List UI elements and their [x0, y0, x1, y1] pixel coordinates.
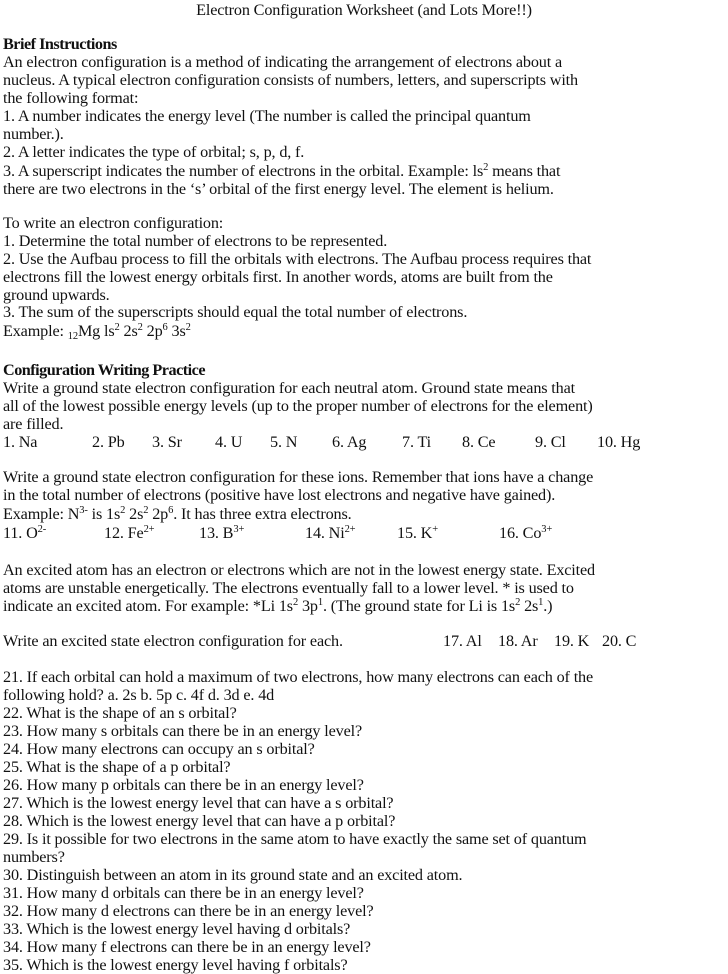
brief-instructions-heading: Brief Instructions	[3, 35, 117, 53]
ion-charge: 2+	[143, 524, 155, 535]
example-text: 2s	[125, 505, 144, 523]
superscript: 2	[143, 505, 149, 516]
ion-charge: 3+	[541, 524, 553, 535]
howto-step-2: 2. Use the Aufbau process to fill the orbitals with electrons. The Aufbau process requires that	[3, 250, 592, 268]
howto-step-3: 3. The sum of the superscripts should equal the total number of electrons.	[3, 303, 468, 321]
element-symbol: Mg	[77, 322, 105, 340]
atom-item: 2. Pb	[92, 433, 125, 451]
question-line: 23. How many s orbitals can there be in an energy level?	[3, 722, 362, 740]
ions-list	[3, 524, 725, 542]
atom-item: 1. Na	[3, 433, 38, 451]
rule-3-text: means that	[488, 162, 561, 180]
excited-item: 20. C	[602, 632, 637, 650]
howto-step-2: ground upwards.	[3, 286, 110, 304]
example-text: . It has three extra electrons.	[173, 505, 352, 523]
excited-prompt: Write an excited state electron configuration for each.	[3, 632, 343, 650]
question-line: 21. If each orbital can hold a maximum of two electrons, how many electrons can each of the	[3, 668, 594, 686]
example-text: . (The ground state for Li is 1s	[322, 597, 516, 615]
atom-item: 9. Cl	[535, 433, 566, 451]
config-term: ls	[104, 322, 115, 340]
n3-example-line	[3, 505, 352, 523]
superscript: 1	[317, 597, 323, 608]
superscript: 2	[515, 597, 521, 608]
ion-item	[3, 524, 46, 542]
ion-label: 16. Co	[499, 524, 542, 542]
question-line: 35. Which is the lowest energy level having f orbitals?	[3, 956, 348, 974]
superscript: 6	[162, 322, 168, 333]
superscript: 2	[120, 505, 126, 516]
example-text: 3p	[298, 597, 318, 615]
practice-heading: Configuration Writing Practice	[3, 361, 206, 379]
excited-paragraph-line: An excited atom has an electron or electrons which are not in the lowest energy state. Excited	[3, 561, 595, 579]
example-text: .)	[543, 597, 553, 615]
li-example-line	[3, 597, 552, 615]
superscript: 2	[483, 162, 489, 173]
page-title: Electron Configuration Worksheet (and Lots More!!)	[196, 1, 532, 19]
superscript: 6	[168, 505, 174, 516]
ions-paragraph-line: in the total number of electrons (positive have lost electrons and negative have gained).	[3, 486, 556, 504]
excited-item: 19. K	[554, 632, 590, 650]
question-line: 24. How many electrons can occupy an s orbital?	[3, 740, 315, 758]
ion-item	[397, 524, 438, 542]
question-line: 29. Is it possible for two electrons in the same atom to have exactly the same set of quantum	[3, 830, 587, 848]
question-line: 28. Which is the lowest energy level that can have a p orbital?	[3, 812, 396, 830]
brief-paragraph-line: nucleus. A typical electron configuration consists of numbers, letters, and superscripts with	[3, 71, 578, 89]
howto-step-1: 1. Determine the total number of electrons to be represented.	[3, 232, 388, 250]
example-text: 2s	[520, 597, 539, 615]
superscript: 1	[538, 597, 544, 608]
ion-item	[305, 524, 355, 542]
config-term: 2s	[119, 322, 138, 340]
atom-item: 4. U	[215, 433, 243, 451]
example-text: Example: N	[3, 505, 80, 523]
excited-paragraph-line: atoms are unstable energetically. The electrons eventually fall to a lower level. * is used to	[3, 579, 574, 597]
ion-item	[104, 524, 154, 542]
atom-item: 10. Hg	[597, 433, 641, 451]
rule-3-line: there are two electrons in the ‘s’ orbital of the first energy level. The element is helium.	[3, 180, 554, 198]
excited-item: 18. Ar	[498, 632, 538, 650]
ions-paragraph-line: Write a ground state electron configuration for these ions. Remember that ions have a change	[3, 468, 594, 486]
rule-1-line: 1. A number indicates the energy level (The number is called the principal quantum	[3, 107, 531, 125]
question-line: 22. What is the shape of an s orbital?	[3, 704, 237, 722]
practice-paragraph-line: Write a ground state electron configuration for each neutral atom. Ground state means that	[3, 379, 575, 397]
ion-label: 11. O	[3, 524, 38, 542]
excited-prompt-line	[3, 632, 725, 650]
rule-3-text: 3. A superscript indicates the number of electrons in the orbital. Example: ls	[3, 162, 484, 180]
excited-item: 17. Al	[443, 632, 482, 650]
neutral-atoms-list	[3, 433, 725, 451]
example-text: indicate an excited atom. For example: *Li 1s	[3, 597, 293, 615]
atom-item: 5. N	[270, 433, 298, 451]
ion-charge: 2-	[37, 524, 47, 535]
ion-item	[199, 524, 244, 542]
ion-label: 12. Fe	[104, 524, 144, 542]
brief-paragraph-line: the following format:	[3, 89, 139, 107]
mg-example-line	[3, 322, 191, 340]
superscript: 2	[114, 322, 120, 333]
atom-item: 3. Sr	[152, 433, 182, 451]
question-line: 26. How many p orbitals can there be in an energy level?	[3, 776, 364, 794]
config-term: 3s	[167, 322, 186, 340]
howto-step-2: electrons fill the lowest energy orbitals first. In another words, atoms are built from the	[3, 268, 553, 286]
superscript: 2	[137, 322, 143, 333]
config-term: 2p	[142, 322, 163, 340]
ion-label: 14. Ni	[305, 524, 345, 542]
rule-1-line: number.).	[3, 125, 64, 143]
howto-intro: To write an electron configuration:	[3, 214, 224, 232]
question-line: numbers?	[3, 848, 65, 866]
superscript: 2	[185, 322, 191, 333]
question-line: 27. Which is the lowest energy level that can have a s orbital?	[3, 794, 394, 812]
ion-charge: 3-	[79, 505, 88, 516]
ion-label: 13. B	[199, 524, 234, 542]
ion-charge: +	[432, 524, 439, 535]
atom-item: 8. Ce	[462, 433, 496, 451]
atomic-number: 12	[67, 331, 78, 342]
rule-2-line: 2. A letter indicates the type of orbital; s, p, d, f.	[3, 143, 305, 161]
practice-paragraph-line: all of the lowest possible energy levels (up to the proper number of electrons for the element)	[3, 397, 593, 415]
superscript: 2	[292, 597, 299, 608]
atom-item: 6. Ag	[332, 433, 367, 451]
question-line: 25. What is the shape of a p orbital?	[3, 758, 231, 776]
question-line: 33. Which is the lowest energy level having d orbitals?	[3, 920, 351, 938]
ion-charge: 2+	[344, 524, 356, 535]
question-line: 34. How many f electrons can there be in an energy level?	[3, 938, 371, 956]
question-line: 30. Distinguish between an atom in its ground state and an excited atom.	[3, 866, 463, 884]
ion-charge: 3+	[233, 524, 245, 535]
question-line: 31. How many d orbitals can there be in an energy level?	[3, 884, 364, 902]
brief-paragraph-line: An electron configuration is a method of indicating the arrangement of electrons about a	[3, 53, 563, 71]
example-text: is 1s	[87, 505, 121, 523]
question-line: 32. How many d electrons can there be in an energy level?	[3, 902, 374, 920]
ion-label: 15. K	[397, 524, 433, 542]
practice-paragraph-line: are filled.	[3, 415, 64, 433]
question-line: following hold? a. 2s b. 5p c. 4f d. 3d e. 4d	[3, 686, 275, 704]
rule-3-line	[3, 162, 560, 180]
example-label: Example:	[3, 322, 68, 340]
ion-item	[499, 524, 552, 542]
example-text: 2p	[148, 505, 169, 523]
atom-item: 7. Ti	[402, 433, 431, 451]
